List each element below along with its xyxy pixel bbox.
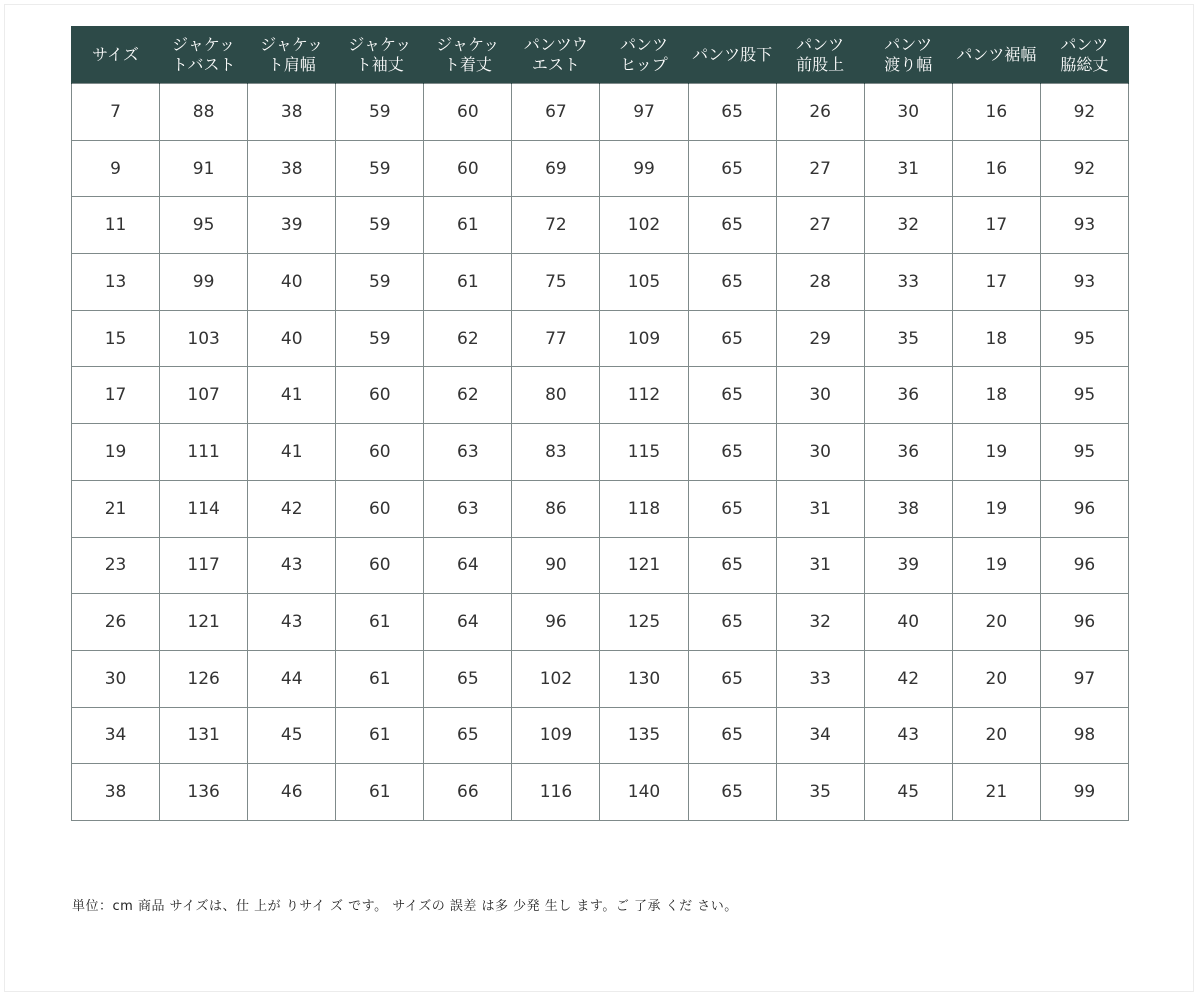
table-row: [72, 310, 1129, 367]
size-cell: 15: [72, 310, 160, 367]
measurement-cell: 65: [424, 707, 512, 764]
measurement-cell: 62: [424, 310, 512, 367]
size-cell: 23: [72, 537, 160, 594]
measurement-cell: 59: [336, 310, 424, 367]
size-cell: 21: [72, 480, 160, 537]
column-header: パンツ 渡り幅: [864, 26, 952, 84]
column-header: パンツ 脇総丈: [1040, 26, 1128, 84]
size-cell: 26: [72, 594, 160, 651]
measurement-cell: 32: [864, 197, 952, 254]
measurement-cell: 38: [248, 140, 336, 197]
measurement-cell: 102: [512, 650, 600, 707]
column-header: ジャケッ トバスト: [160, 26, 248, 84]
measurement-cell: 111: [160, 424, 248, 481]
measurement-cell: 131: [160, 707, 248, 764]
measurement-cell: 69: [512, 140, 600, 197]
measurement-cell: 61: [336, 594, 424, 651]
measurement-cell: 36: [864, 367, 952, 424]
measurement-cell: 41: [248, 424, 336, 481]
measurement-cell: 64: [424, 537, 512, 594]
column-header: パンツウ エスト: [512, 26, 600, 84]
measurement-cell: 95: [1040, 424, 1128, 481]
measurement-cell: 59: [336, 254, 424, 311]
measurement-cell: 35: [776, 764, 864, 821]
measurement-cell: 97: [1040, 650, 1128, 707]
measurement-cell: 86: [512, 480, 600, 537]
measurement-cell: 109: [512, 707, 600, 764]
size-chart-table: [71, 26, 1129, 821]
measurement-cell: 30: [776, 367, 864, 424]
measurement-cell: 45: [248, 707, 336, 764]
measurement-cell: 107: [160, 367, 248, 424]
measurement-cell: 43: [248, 537, 336, 594]
measurement-cell: 65: [688, 594, 776, 651]
measurement-cell: 59: [336, 140, 424, 197]
table-row: [72, 424, 1129, 481]
measurement-cell: 27: [776, 140, 864, 197]
measurement-cell: 44: [248, 650, 336, 707]
measurement-cell: 96: [1040, 537, 1128, 594]
measurement-cell: 31: [864, 140, 952, 197]
measurement-cell: 116: [512, 764, 600, 821]
measurement-cell: 136: [160, 764, 248, 821]
measurement-cell: 96: [512, 594, 600, 651]
measurement-cell: 65: [688, 537, 776, 594]
measurement-cell: 41: [248, 367, 336, 424]
measurement-cell: 95: [160, 197, 248, 254]
measurement-cell: 65: [688, 764, 776, 821]
measurement-cell: 33: [864, 254, 952, 311]
size-chart-header: [72, 26, 1129, 84]
measurement-cell: 130: [600, 650, 688, 707]
measurement-cell: 118: [600, 480, 688, 537]
table-row: [72, 537, 1129, 594]
measurement-cell: 32: [776, 594, 864, 651]
table-row: [72, 650, 1129, 707]
measurement-cell: 92: [1040, 84, 1128, 141]
measurement-cell: 35: [864, 310, 952, 367]
table-row: [72, 197, 1129, 254]
measurement-cell: 61: [336, 764, 424, 821]
measurement-cell: 99: [160, 254, 248, 311]
measurement-cell: 28: [776, 254, 864, 311]
measurement-cell: 112: [600, 367, 688, 424]
measurement-cell: 20: [952, 707, 1040, 764]
size-cell: 30: [72, 650, 160, 707]
measurement-cell: 46: [248, 764, 336, 821]
measurement-cell: 60: [336, 537, 424, 594]
measurement-cell: 126: [160, 650, 248, 707]
column-header: パンツ 前股上: [776, 26, 864, 84]
measurement-cell: 63: [424, 424, 512, 481]
table-row: [72, 594, 1129, 651]
measurement-cell: 77: [512, 310, 600, 367]
measurement-cell: 93: [1040, 197, 1128, 254]
measurement-cell: 65: [688, 650, 776, 707]
measurement-cell: 45: [864, 764, 952, 821]
header-row: [72, 26, 1129, 84]
measurement-cell: 121: [600, 537, 688, 594]
measurement-cell: 114: [160, 480, 248, 537]
measurement-cell: 115: [600, 424, 688, 481]
measurement-cell: 34: [776, 707, 864, 764]
measurement-cell: 109: [600, 310, 688, 367]
measurement-cell: 99: [600, 140, 688, 197]
measurement-cell: 60: [424, 140, 512, 197]
measurement-cell: 135: [600, 707, 688, 764]
measurement-cell: 93: [1040, 254, 1128, 311]
table-row: [72, 480, 1129, 537]
measurement-cell: 27: [776, 197, 864, 254]
measurement-cell: 92: [1040, 140, 1128, 197]
measurement-cell: 39: [864, 537, 952, 594]
measurement-cell: 29: [776, 310, 864, 367]
measurement-cell: 125: [600, 594, 688, 651]
measurement-cell: 117: [160, 537, 248, 594]
column-header: サイズ: [72, 26, 160, 84]
measurement-cell: 65: [688, 707, 776, 764]
column-header: ジャケッ ト着丈: [424, 26, 512, 84]
measurement-cell: 31: [776, 480, 864, 537]
measurement-cell: 60: [336, 480, 424, 537]
table-row: [72, 140, 1129, 197]
measurement-cell: 60: [424, 84, 512, 141]
measurement-cell: 21: [952, 764, 1040, 821]
measurement-cell: 140: [600, 764, 688, 821]
measurement-cell: 65: [688, 254, 776, 311]
table-row: [72, 254, 1129, 311]
measurement-cell: 65: [688, 367, 776, 424]
measurement-cell: 65: [688, 197, 776, 254]
measurement-cell: 40: [248, 254, 336, 311]
column-header: パンツ裾幅: [952, 26, 1040, 84]
measurement-cell: 65: [688, 140, 776, 197]
measurement-cell: 59: [336, 197, 424, 254]
size-cell: 7: [72, 84, 160, 141]
measurement-cell: 61: [336, 650, 424, 707]
measurement-cell: 65: [424, 650, 512, 707]
measurement-cell: 102: [600, 197, 688, 254]
measurement-cell: 40: [864, 594, 952, 651]
measurement-cell: 103: [160, 310, 248, 367]
size-cell: 19: [72, 424, 160, 481]
measurement-cell: 121: [160, 594, 248, 651]
measurement-cell: 30: [864, 84, 952, 141]
measurement-cell: 75: [512, 254, 600, 311]
measurement-cell: 31: [776, 537, 864, 594]
measurement-cell: 62: [424, 367, 512, 424]
measurement-cell: 16: [952, 84, 1040, 141]
measurement-cell: 42: [248, 480, 336, 537]
column-header: パンツ ヒップ: [600, 26, 688, 84]
measurement-cell: 30: [776, 424, 864, 481]
size-cell: 38: [72, 764, 160, 821]
measurement-cell: 20: [952, 650, 1040, 707]
measurement-cell: 99: [1040, 764, 1128, 821]
measurement-cell: 19: [952, 424, 1040, 481]
measurement-cell: 20: [952, 594, 1040, 651]
measurement-cell: 96: [1040, 594, 1128, 651]
measurement-cell: 38: [248, 84, 336, 141]
measurement-cell: 61: [336, 707, 424, 764]
measurement-cell: 36: [864, 424, 952, 481]
measurement-cell: 60: [336, 424, 424, 481]
measurement-cell: 80: [512, 367, 600, 424]
unit-note: 単位：cm 商品 サイズは、仕 上が りサイ ズ です。 サイズの 誤差 は多 少発 生し ます。ご 了承 くだ さい。: [72, 899, 738, 914]
measurement-cell: 39: [248, 197, 336, 254]
measurement-cell: 59: [336, 84, 424, 141]
size-cell: 13: [72, 254, 160, 311]
column-header: ジャケッ ト肩幅: [248, 26, 336, 84]
measurement-cell: 66: [424, 764, 512, 821]
measurement-cell: 19: [952, 537, 1040, 594]
measurement-cell: 16: [952, 140, 1040, 197]
measurement-cell: 38: [864, 480, 952, 537]
measurement-cell: 65: [688, 480, 776, 537]
measurement-cell: 17: [952, 197, 1040, 254]
measurement-cell: 42: [864, 650, 952, 707]
measurement-cell: 95: [1040, 310, 1128, 367]
size-cell: 17: [72, 367, 160, 424]
column-header: ジャケッ ト袖丈: [336, 26, 424, 84]
measurement-cell: 19: [952, 480, 1040, 537]
measurement-cell: 72: [512, 197, 600, 254]
column-header: パンツ股下: [688, 26, 776, 84]
measurement-cell: 18: [952, 367, 1040, 424]
measurement-cell: 65: [688, 310, 776, 367]
measurement-cell: 40: [248, 310, 336, 367]
table-row: [72, 84, 1129, 141]
table-row: [72, 707, 1129, 764]
measurement-cell: 61: [424, 254, 512, 311]
measurement-cell: 26: [776, 84, 864, 141]
measurement-cell: 60: [336, 367, 424, 424]
measurement-cell: 43: [248, 594, 336, 651]
measurement-cell: 65: [688, 424, 776, 481]
measurement-cell: 105: [600, 254, 688, 311]
measurement-cell: 33: [776, 650, 864, 707]
measurement-cell: 91: [160, 140, 248, 197]
measurement-cell: 67: [512, 84, 600, 141]
measurement-cell: 90: [512, 537, 600, 594]
measurement-cell: 61: [424, 197, 512, 254]
measurement-cell: 64: [424, 594, 512, 651]
measurement-cell: 18: [952, 310, 1040, 367]
size-cell: 11: [72, 197, 160, 254]
measurement-cell: 97: [600, 84, 688, 141]
measurement-cell: 96: [1040, 480, 1128, 537]
measurement-cell: 63: [424, 480, 512, 537]
size-chart-body: [72, 84, 1129, 821]
measurement-cell: 83: [512, 424, 600, 481]
measurement-cell: 95: [1040, 367, 1128, 424]
table-row: [72, 764, 1129, 821]
size-cell: 9: [72, 140, 160, 197]
measurement-cell: 43: [864, 707, 952, 764]
measurement-cell: 65: [688, 84, 776, 141]
measurement-cell: 98: [1040, 707, 1128, 764]
measurement-cell: 88: [160, 84, 248, 141]
measurement-cell: 17: [952, 254, 1040, 311]
size-cell: 34: [72, 707, 160, 764]
table-row: [72, 367, 1129, 424]
